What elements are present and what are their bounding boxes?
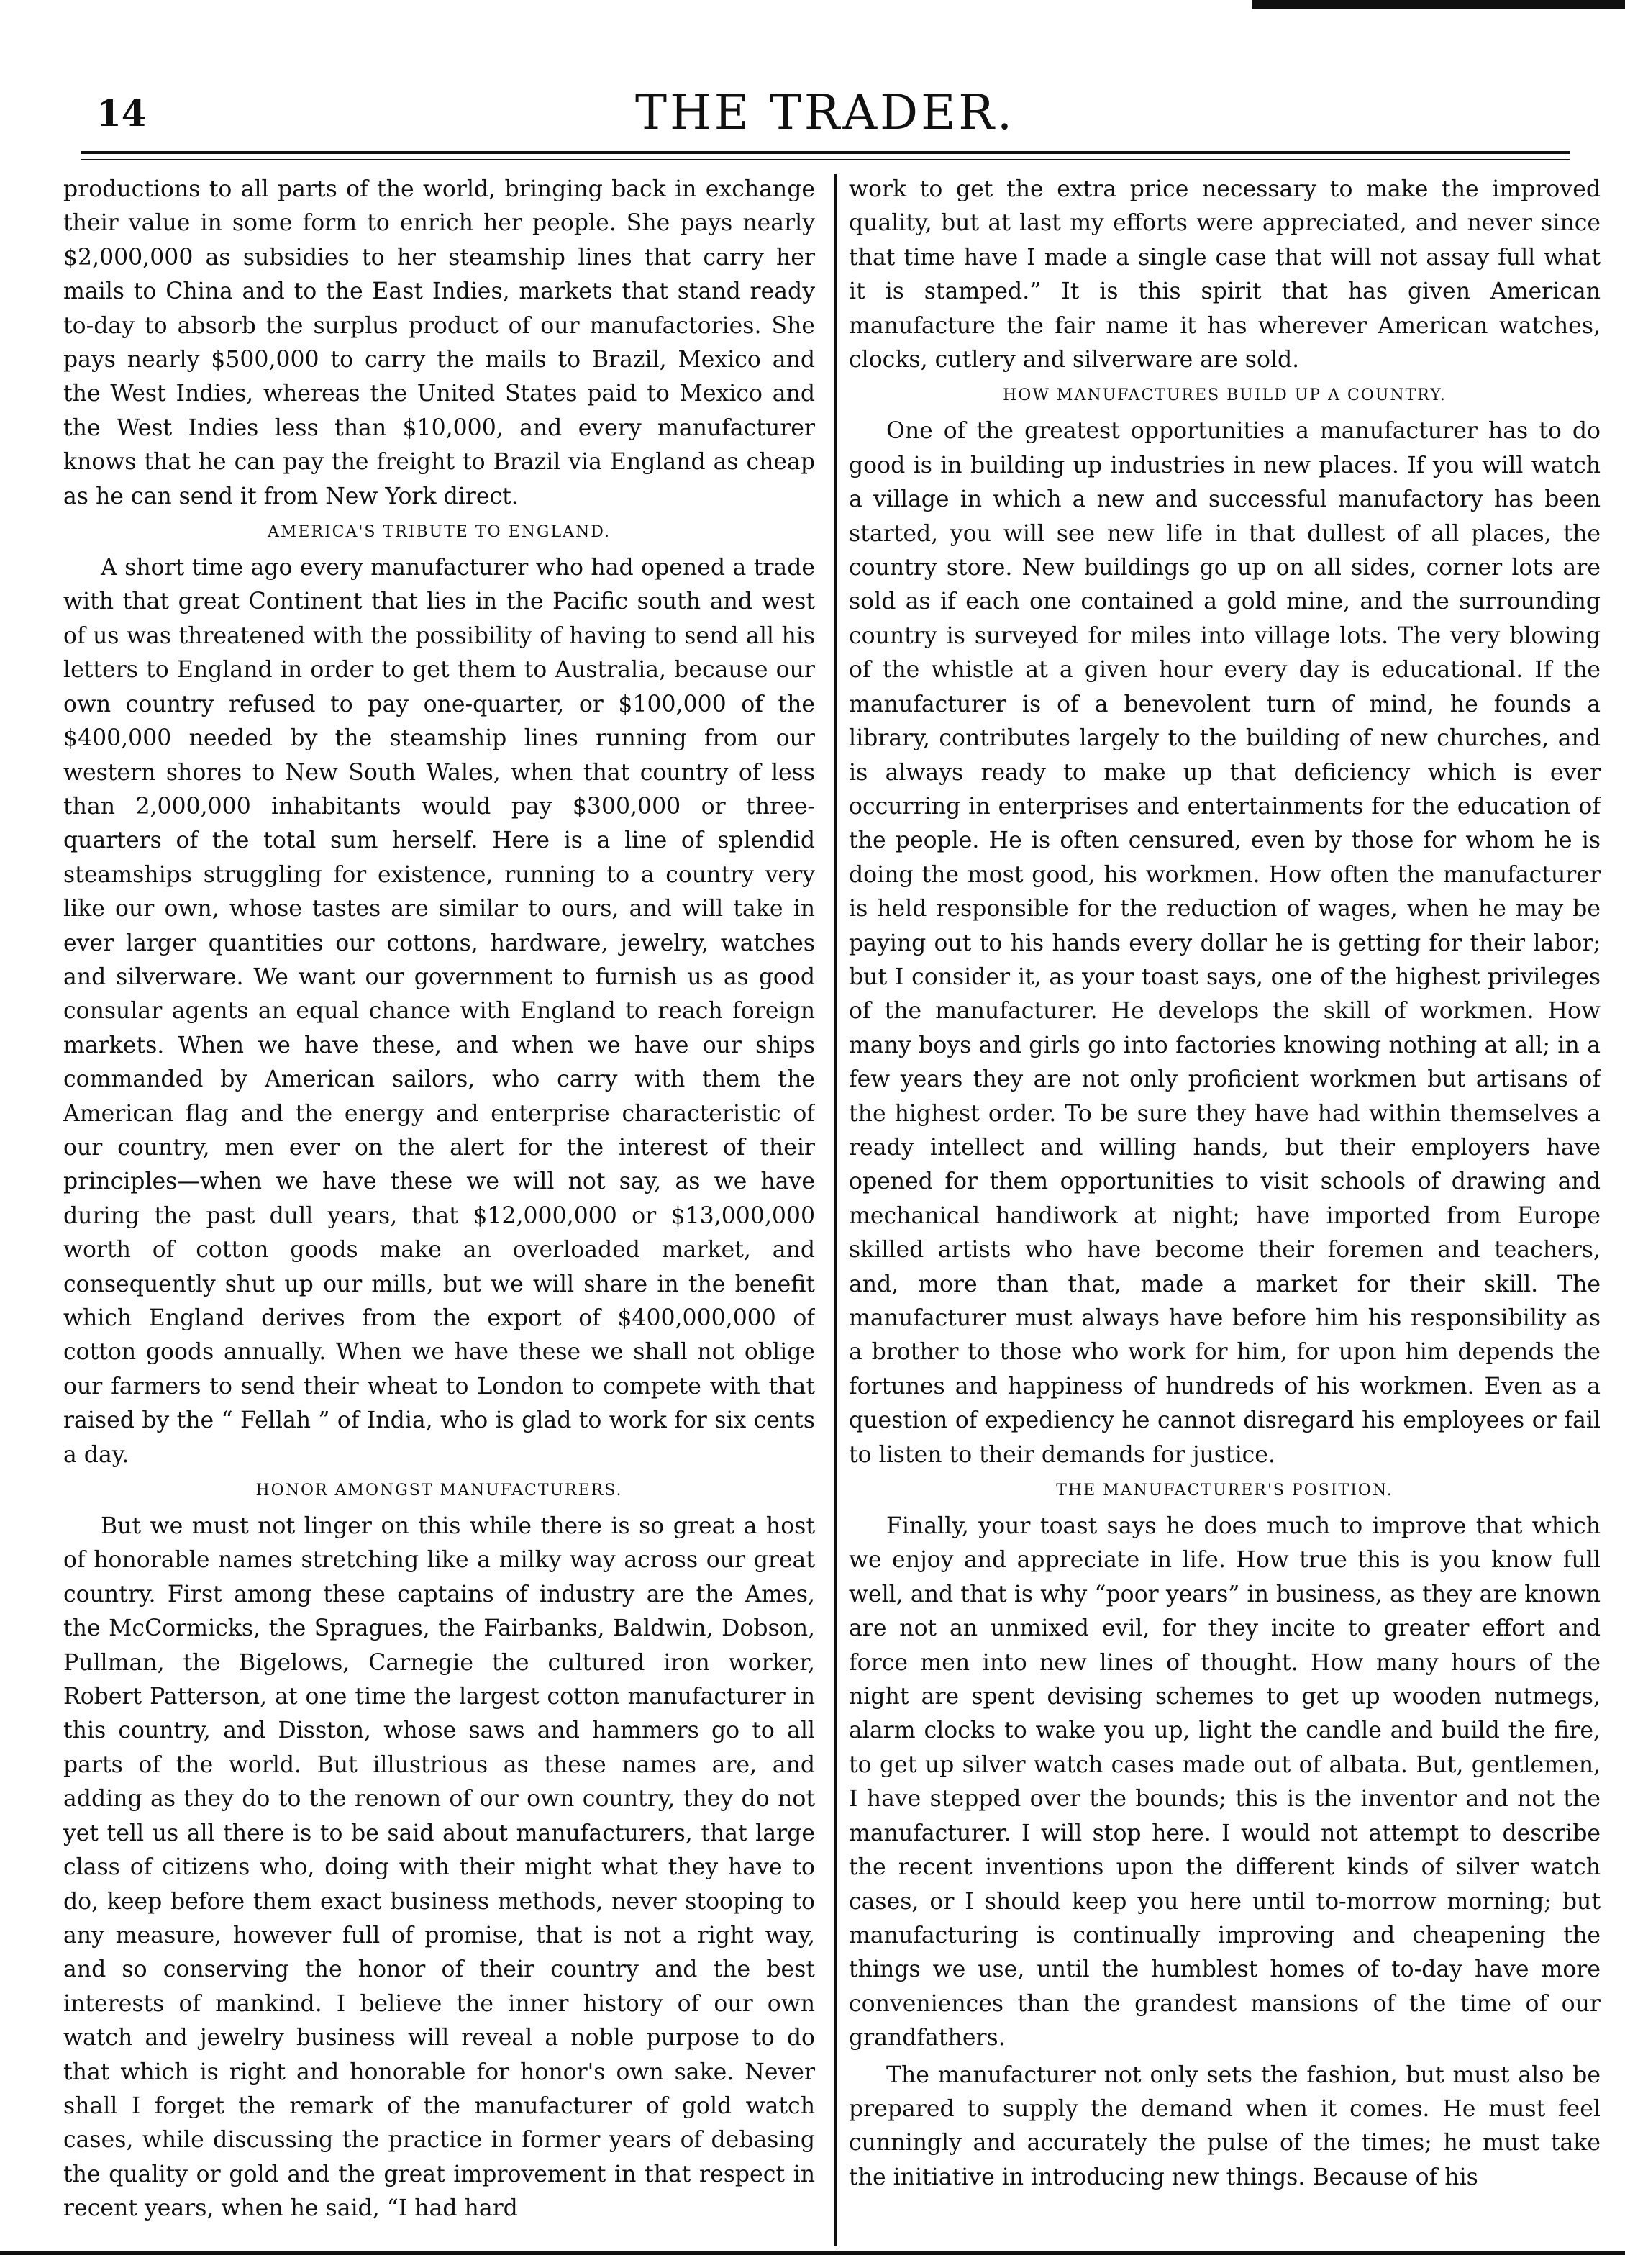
paragraph: productions to all parts of the world, bringing back in exchange their value in some form to enrich her people. She pays nearly $2,000,000 as subsidies to her steamship lines that carry her mails to China and to the East Indies, markets that stand ready to-day to absorb the surplus product of our manufactories. She pays nearly $500,000 to carry the mails to Brazil, Mexico and the West Indies, whereas the United States paid to Mexico and the West Indies less than $10,000, and every manufacturer knows that he can pay the freight to Brazil via England as cheap as he can send it from New York direct. <box>63 176 815 509</box>
header-rule-thick <box>81 151 1570 154</box>
paragraph: But we must not linger on this while there is so great a host of honorable names stretching like a milky way across our great country. First among these captains of industry are the Ames, the McCormicks, the Spragues, the Fairbanks, Baldwin, Dobson, Pullman, the Bigelows, Carnegie the cultured iron worker, Robert Patterson, at one time the largest cotton manufacturer in this country, and Disston, whose saws and hammers go to all parts of the world. But illustrious as these names are, and adding as they do to the renown of our own country, they do not yet tell us all there is to be said about manufacturers, that large class of citizens who, doing with their might what they have to do, keep before them exact business methods, never stooping to any measure, however full of promise, that is not a right way, and so conserving the honor of their country and the best interests of mankind. I believe the inner history of our own watch and jewelry business will reveal a noble purpose to do that which is right and honorable for honor's own sake. Never shall I forget the remark of the manufacturer of gold watch cases, while discussing the practice in former years of debasing the quality or gold and the great improvement in that respect in recent years, when he said, “I had hard <box>63 1513 815 2222</box>
page-header <box>81 85 1570 154</box>
paragraph: Finally, your toast says he does much to improve that which we enjoy and appreciate in life. How true this is you know full well, and that is why “poor years” in business, as they are known are not an unmixed evil, for they incite to greater effort and force men into new lines of thought. How many hours of the night are spent devising schemes to get up wooden nutmegs, alarm clocks to wake you up, light the candle and build the fire, to get up silver watch cases made out of albata. But, gentlemen, I have stepped over the bounds; this is the inventor and not the manufacturer. I will stop here. I would not attempt to describe the recent inventions upon the different kinds of silver watch cases, or I should keep you here until to-morrow morning; but manufacturing is continually improving and cheapening the things we use, until the humblest homes of to-day have more conveniences than the grandest mansions of the time of our grandfathers. <box>849 1513 1601 2051</box>
page-number: 14 <box>96 92 147 135</box>
left-column <box>63 173 815 2249</box>
paragraph: One of the greatest opportunities a manufacturer has to do good is in building up industries in new places. If you will watch a village in which a new and successful manufactory has been started, you will see new life in that dullest of all places, the country store. New buildings go up on all sides, corner lots are sold as if each one contained a gold mine, and the surrounding country is surveyed for miles into village lots. The very blowing of the whistle at a given hour every day is educational. If the manufacturer is of a benevolent turn of mind, he founds a library, contributes largely to the building of new churches, and is always ready to make up that deficiency which is ever occurring in enterprises and entertainments for the education of the people. He is often censured, even by those for whom he is doing the most good, his workmen. How often the manufacturer is held responsible for the reduction of wages, when he may be paying out to his hands every dollar he is getting for their labor; but I consider it, as your toast says, one of the highest privileges of the manufacturer. He develops the skill of workmen. How many boys and girls go into factories knowing nothing at all; in a few years they are not only proficient workmen but artisans of the highest order. To be sure they have had within themselves a ready intellect and willing hands, but their employers have opened for them opportunities to visit schools of drawing and mechanical handiwork at night; have imported from Europe skilled artists who have become their foremen and teachers, and, more than that, made a market for their skill. The manufacturer must always have before him his responsibility as a brother to those who work for him, for upon him depends the fortunes and happiness of hundreds of his workmen. Even as a question of expediency he cannot disregard his employees or fail to listen to their demands for justice. <box>849 418 1601 1468</box>
bottom-edge-bleed <box>0 2251 1625 2255</box>
paragraph: A short time ago every manufacturer who had opened a trade with that great Continent that lies in the Pacific south and west of us was threatened with the possibility of having to send all his letters to England in order to get them to Australia, because our own country refused to pay one-quarter, or $100,000 of the $400,000 needed by the steamship lines running from our western shores to New South Wales, when that country of less than 2,000,000 inhabitants would pay $300,000 or three-quarters of the total sum herself. Here is a line of splendid steamships struggling for existence, running to a country very like our own, whose tastes are similar to ours, and will take in ever larger quantities our cottons, hardware, jewelry, watches and silverware. We want our government to furnish us as good consular agents an equal chance with England to reach foreign markets. When we have these, and when we have our ships commanded by American sailors, who carry with them the American flag and the energy and enterprise characteristic of our country, men ever on the alert for the interest of their principles—when we have these we will not say, as we have during the past dull years, that $12,000,000 or $13,000,000 worth of cotton goods make an overloaded market, and consequently shut up our mills, but we will share in the benefit which England derives from the export of $400,000,000 of cotton goods annually. When we have these we shall not oblige our farmers to send their wheat to London to compete with that raised by the “ Fellah ” of India, who is glad to work for six cents a day. <box>63 555 815 1468</box>
header-rule-thin <box>81 159 1570 160</box>
column-divider <box>834 174 837 2246</box>
section-heading: AMERICA'S TRIBUTE TO ENGLAND. <box>267 523 611 542</box>
paragraph: The manufacturer not only sets the fashion, but must also be prepared to supply the demand when it comes. He must feel cunningly and accurately the pulse of the times; he must take the initiative in introducing new things. Because of his <box>849 2061 1601 2190</box>
right-column <box>849 173 1601 2249</box>
paragraph: work to get the extra price necessary to make the improved quality, but at last my efforts were appreciated, and never since that time have I made a single case that will not assay full what it is stamped.” It is this spirit that has given American manufacture the fair name it has wherever American watches, clocks, cutlery and silverware are sold. <box>849 176 1601 373</box>
running-title: THE TRADER. <box>635 85 1015 140</box>
top-edge-bleed <box>1252 0 1625 9</box>
section-heading: HOW MANUFACTURES BUILD UP A COUNTRY. <box>1003 386 1447 405</box>
section-heading: HONOR AMONGST MANUFACTURERS. <box>255 1482 623 1500</box>
section-heading: THE MANUFACTURER'S POSITION. <box>1056 1482 1393 1500</box>
